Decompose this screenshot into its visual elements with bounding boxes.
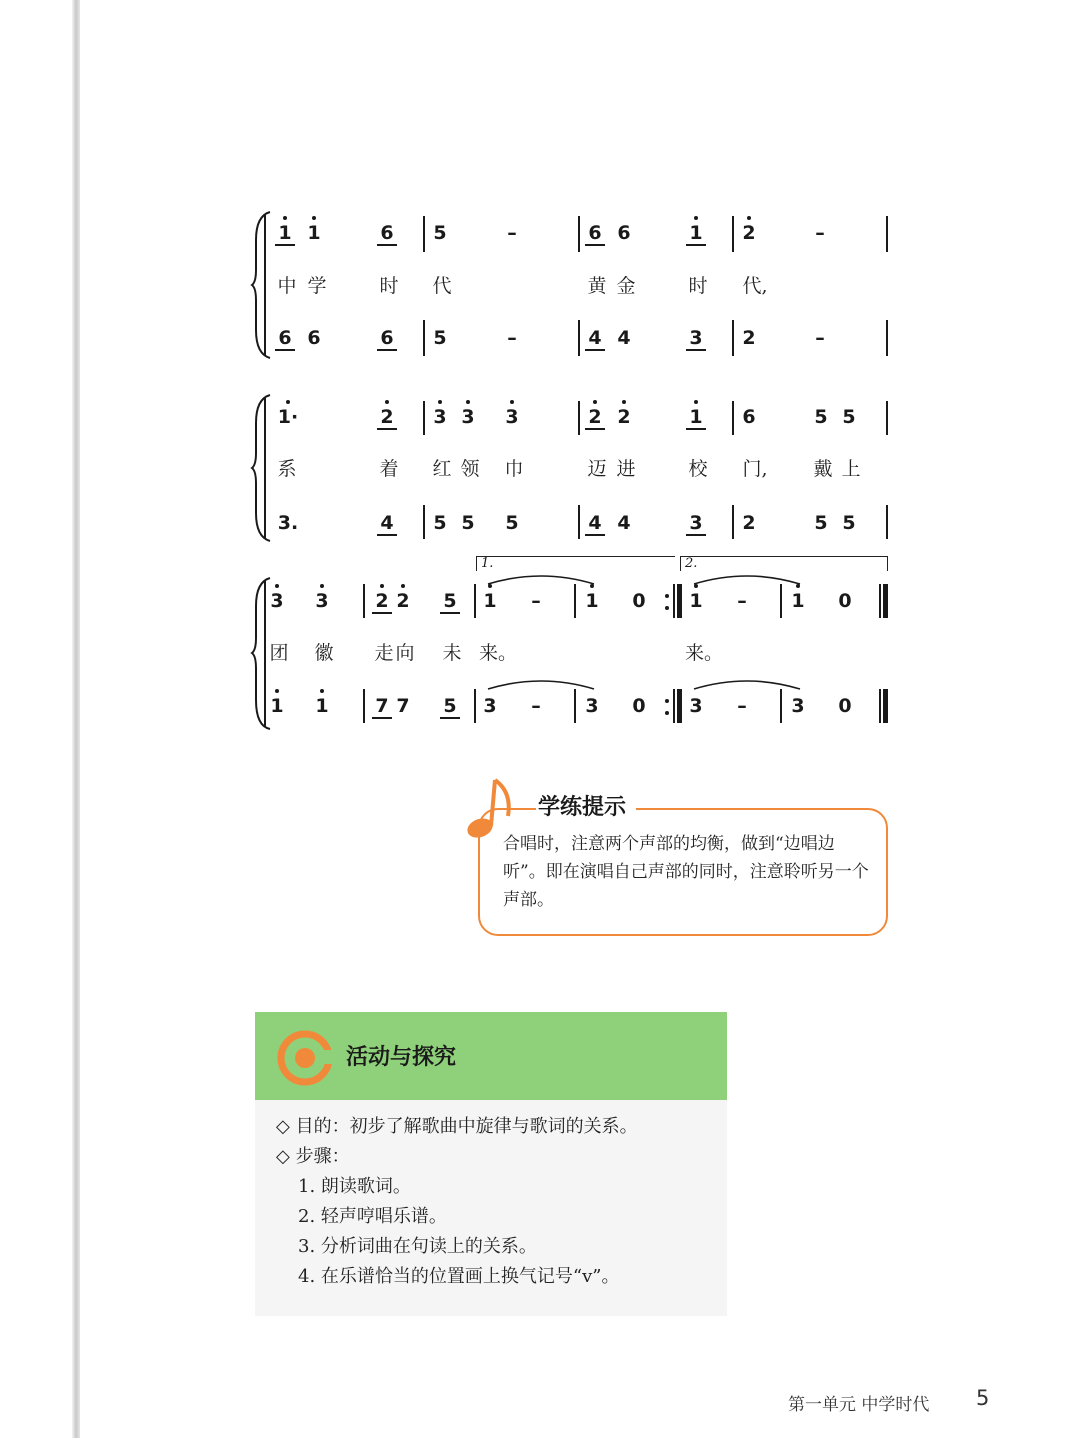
final-barline (883, 584, 888, 618)
score-note: 2 (729, 213, 769, 253)
lyric-char: 徽 (314, 642, 334, 664)
score-note: 6 (742, 406, 756, 428)
tip-text: 合唱时，注意两个声部的均衡，做到“边唱边听”。即在演唱自己声部的同时，注意聆听另一个声部。 (503, 834, 869, 910)
barline (780, 584, 782, 618)
tie-arc (692, 572, 802, 586)
score-note: 0 (838, 695, 852, 717)
barline (578, 320, 580, 356)
score-note: 5 (430, 581, 470, 621)
activity-goal: ◇ 目的：初步了解歌曲中旋律与歌词的关系。 (276, 1116, 638, 1137)
score-note: 2 (742, 512, 756, 534)
score-note: 3 (448, 397, 488, 437)
lyric-char: 迈 (587, 458, 607, 480)
score-note: 2 (575, 397, 615, 437)
activity-title: 活动与探究 (346, 1045, 457, 1070)
score-note: 0 (632, 695, 646, 717)
score-note: 4 (575, 503, 615, 543)
score-note: 2 (362, 581, 402, 621)
volta-label-2: 2. (685, 556, 698, 571)
barline (879, 689, 881, 723)
score-note: 1 (676, 397, 716, 437)
score-note: 3 (483, 695, 497, 717)
lyric-char: 代, (742, 275, 768, 297)
score-note: 4 (575, 318, 615, 358)
lyrics-row (250, 633, 900, 673)
barline (423, 401, 425, 435)
barline (886, 320, 888, 356)
score-note: 3 (689, 695, 703, 717)
lyric-char: 着 (379, 458, 399, 480)
score-note: 1 (470, 581, 510, 621)
barline (673, 584, 675, 618)
lyric-char: 巾 (504, 458, 524, 480)
lyric-char: 时 (688, 275, 708, 297)
volta-bracket-2 (680, 556, 888, 571)
barline (732, 401, 734, 435)
barline (474, 584, 476, 618)
lyric-char: 团 (269, 642, 289, 664)
score-note: 1 (676, 581, 716, 621)
score-note: 0 (838, 590, 852, 612)
score-note: 2 (367, 397, 407, 437)
score-note: 6 (265, 318, 305, 358)
score-note: 4 (367, 503, 407, 543)
score-note: 3 (492, 397, 532, 437)
score-system-3 (250, 556, 900, 731)
score-note: 6 (617, 222, 631, 244)
barline (780, 689, 782, 723)
score-note: 1 (294, 213, 334, 253)
lyric-char: 走 (374, 642, 394, 664)
repeat-dot (665, 711, 669, 715)
barline (732, 505, 734, 539)
activity-step: 4. 在乐谱恰当的位置画上换气记号“v”。 (298, 1266, 620, 1287)
lyric-char: 戴 (813, 458, 833, 480)
score-note: – (507, 327, 517, 349)
barline (363, 584, 365, 618)
activity-step: 2. 轻声哼唱乐谱。 (298, 1206, 447, 1227)
repeat-dot (665, 699, 669, 703)
score-note: 3 (257, 581, 297, 621)
score-note: 7 (396, 695, 410, 717)
score-note: 5 (814, 512, 828, 534)
lyric-char: 未 (442, 642, 462, 664)
thick-barline (677, 584, 682, 618)
lower-voice-row (250, 503, 900, 543)
lyric-char: 门, (742, 458, 768, 480)
repeat-dot (665, 594, 669, 598)
score-note: 1 (302, 686, 342, 726)
barline (574, 584, 576, 618)
lyric-char: 红 (432, 458, 452, 480)
lyric-char: 进 (616, 458, 636, 480)
score-note: 3 (420, 397, 460, 437)
barline (363, 689, 365, 723)
barline (423, 216, 425, 252)
barline (879, 584, 881, 618)
score-system-2 (250, 393, 900, 543)
score-note: 3 (791, 695, 805, 717)
barline (578, 216, 580, 252)
lyric-char: 中 (277, 275, 297, 297)
barline (574, 689, 576, 723)
lyric-char: 来。 (478, 642, 517, 664)
score-note: 5 (433, 327, 447, 349)
score-note: 6 (307, 327, 321, 349)
barline (732, 320, 734, 356)
tip-title: 学练提示 (536, 790, 636, 821)
lyric-char: 来。 (684, 642, 723, 664)
score-note: 7 (362, 686, 402, 726)
lyric-char: 校 (688, 458, 708, 480)
page-number: 5 (976, 1386, 990, 1410)
score-note: – (815, 222, 825, 244)
lyric-char: 向 (395, 642, 415, 664)
lower-voice-row (250, 318, 900, 358)
barline (423, 505, 425, 539)
score-note: 2 (383, 581, 423, 621)
tie-arc (486, 677, 596, 691)
score-note: 5 (842, 406, 856, 428)
footer-unit-title: 第一单元 中学时代 (788, 1395, 930, 1415)
score-note: 3. (277, 512, 299, 534)
barline (578, 401, 580, 435)
score-note: 3 (302, 581, 342, 621)
score-note: 0 (632, 590, 646, 612)
target-icon (277, 1030, 333, 1086)
score-note: 4 (617, 512, 631, 534)
score-note: 1 (265, 213, 305, 253)
lyrics-row (250, 449, 900, 489)
score-note: 1 (778, 581, 818, 621)
barline (578, 505, 580, 539)
score-note: 1· (268, 397, 308, 437)
lyric-char: 金 (616, 275, 636, 297)
barline (886, 216, 888, 252)
lyric-char: 系 (277, 458, 297, 480)
score-note: – (531, 590, 541, 612)
score-note: 5 (505, 512, 519, 534)
barline (474, 689, 476, 723)
score-note: – (737, 695, 747, 717)
score-note: 5 (842, 512, 856, 534)
score-note: 5 (461, 512, 475, 534)
upper-voice-row (250, 213, 900, 253)
score-note: – (737, 590, 747, 612)
lyrics-row (250, 266, 900, 306)
score-note: 2 (742, 327, 756, 349)
score-note: 6 (367, 213, 407, 253)
score-note: 3 (585, 695, 599, 717)
repeat-dot (665, 606, 669, 610)
thick-barline (677, 689, 682, 723)
score-note: 3 (676, 503, 716, 543)
score-note: 5 (433, 512, 447, 534)
score-note: 3 (676, 318, 716, 358)
score-note: 5 (430, 686, 470, 726)
final-barline (883, 689, 888, 723)
lyric-char: 时 (379, 275, 399, 297)
score-note: 6 (367, 318, 407, 358)
activity-step: 3. 分析词曲在句读上的关系。 (298, 1236, 537, 1257)
score-note: 5 (433, 222, 447, 244)
score-note: 4 (617, 327, 631, 349)
upper-voice-row (250, 397, 900, 437)
lyric-char: 学 (307, 275, 327, 297)
activity-steps-label: ◇ 步骤： (276, 1146, 350, 1167)
barline (423, 320, 425, 356)
lyric-char: 黄 (587, 275, 607, 297)
barline (886, 401, 888, 435)
volta-label-1: 1. (481, 556, 494, 571)
score-note: 6 (575, 213, 615, 253)
barline (886, 505, 888, 539)
score-system-1 (250, 210, 900, 360)
score-note: – (531, 695, 541, 717)
score-note: – (815, 327, 825, 349)
activity-step: 1. 朗读歌词。 (298, 1176, 411, 1197)
score-note: 2 (604, 397, 644, 437)
score-note: – (507, 222, 517, 244)
barline (673, 689, 675, 723)
volta-bracket-1 (476, 556, 675, 571)
score-note: 5 (814, 406, 828, 428)
lyric-char: 代 (432, 275, 452, 297)
score-note: 1 (572, 581, 612, 621)
tie-arc (486, 572, 596, 586)
lyric-char: 领 (460, 458, 480, 480)
score-note: 1 (257, 686, 297, 726)
tie-arc (692, 677, 802, 691)
barline (732, 216, 734, 252)
score-note: 1 (676, 213, 716, 253)
lyric-char: 上 (841, 458, 861, 480)
book-spine-edge (72, 0, 80, 1438)
